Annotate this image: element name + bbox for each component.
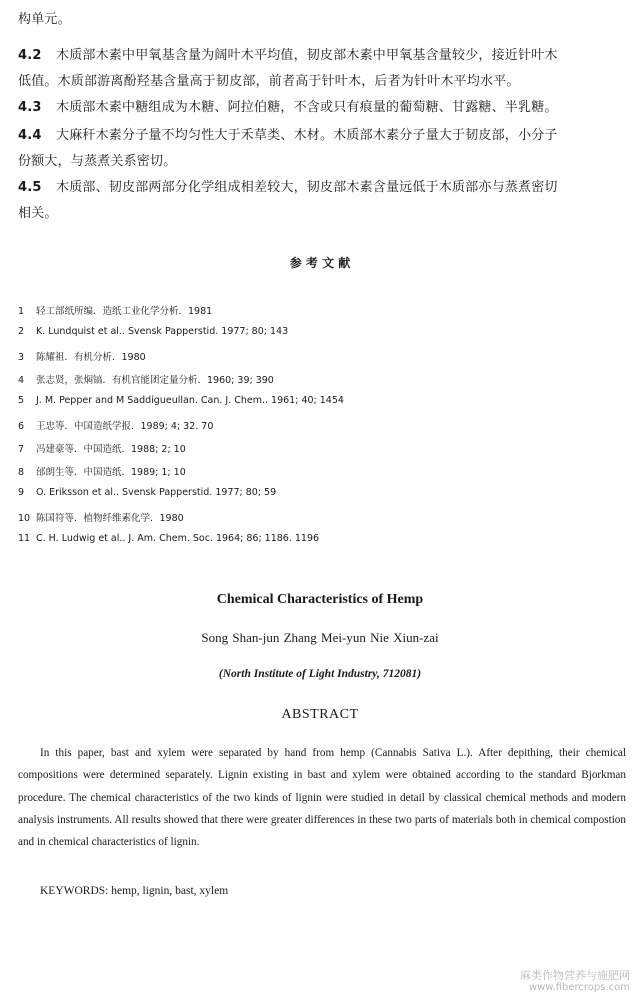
conclusion-4-4-line-1: 4.4 大麻秆木素分子量不均匀性大于禾草类、木材。木质部木素分子量大于韧皮部，小分子 xyxy=(18,128,558,143)
reference-item: 8 邰朗生等．中国造纸．1989; 1; 10 xyxy=(18,467,186,478)
conclusion-4-5-line-2: 相关。 xyxy=(18,206,58,221)
reference-item: 9 O. Eriksson et al.. Svensk Papperstid. 1977; 80; 59 xyxy=(18,487,277,498)
watermark-cn: 麻类作物营养与施肥网 xyxy=(520,969,630,982)
reference-item: 6 王忠等．中国造纸学报．1989; 4; 32. 70 xyxy=(18,421,214,432)
english-authors: Song Shan-jun Zhang Mei-yun Nie Xiun-zai xyxy=(201,630,439,645)
reference-item: 11 C. H. Ludwig et al.. J. Am. Chem. Soc. 1964; 86; 1186. 1196 xyxy=(18,533,320,544)
reference-item: 7 冯建豪等．中国造纸．1988; 2; 10 xyxy=(18,444,186,455)
conclusion-4-2-line-1: 4.2 木质部木素中甲氧基含量为阔叶木平均值，韧皮部木素中甲氧基含量较少，接近针叶木 xyxy=(18,48,558,63)
references-heading: 参 考 文 献 xyxy=(289,256,351,270)
abstract-heading: ABSTRACT xyxy=(281,707,359,722)
conclusion-number: 4.4 xyxy=(18,128,42,143)
reference-item: 10 陈国符等．植物纤维素化学．1980 xyxy=(18,513,184,524)
watermark-url: www.fibercrops.com xyxy=(528,982,630,993)
reference-item: 4 张志贤，张焖镐．有机官能团定量分析．1960; 39; 390 xyxy=(18,375,274,386)
conclusion-4-5-line-1: 4.5 木质部、韧皮部两部分化学组成相差较大，韧皮部木素含量远低于木质部亦与蒸煮密切 xyxy=(18,180,558,195)
conclusion-4-3-line-1: 4.3 木质部木素中糖组成为木糖、阿拉伯糖，不含或只有痕量的葡萄糖、甘露糖、半乳糖。 xyxy=(18,100,558,115)
reference-item: 5 J. M. Pepper and M Saddigueullan. Can. J. Chem.. 1961; 40; 1454 xyxy=(18,395,344,406)
reference-item: 1 轻工部纸所编．造纸工业化学分析．1981 xyxy=(18,306,213,317)
reference-item: 3 陈耀祖．有机分析．1980 xyxy=(18,352,146,363)
abstract-paragraph: In this paper, bast and xylem were separated by hand from hemp (Cannabis Sativa L.). After depithing, their chemical compositions were determined separately. Lignin existing in bast and xylem were obtained according to the standard Bjorkman procedure. The chemical characteristics of the two kinds of lignin were studied in detail by classical chemical methods and modern analysis instruments. All results showed that there were greater differences in these two parts of materials both in chemical compostion and in chemical characteristics of lignin. xyxy=(18,747,626,849)
conclusion-4-2-line-2: 低值。木质部游离酚羟基含量高于韧皮部，前者高于针叶木，后者为针叶木平均水平。 xyxy=(18,74,520,89)
abstract-body xyxy=(18,742,626,853)
conclusion-number: 4.5 xyxy=(18,180,42,195)
site-watermark xyxy=(520,970,630,994)
reference-item: 2 K. Lundquist et al.. Svensk Papperstid. 1977; 80; 143 xyxy=(18,326,289,337)
keywords: KEYWORDS: hemp, lignin, bast, xylem xyxy=(40,885,229,897)
english-affiliation: (North Institute of Light Industry, 712081) xyxy=(218,668,422,680)
conclusion-4-4-line-2: 份额大，与蒸煮关系密切。 xyxy=(18,154,177,169)
english-title: Chemical Characteristics of Hemp xyxy=(216,592,424,607)
conclusion-number: 4.2 xyxy=(18,48,42,63)
conclusion-number: 4.3 xyxy=(18,100,42,115)
conclusion-lead-in: 构单元。 xyxy=(18,12,71,27)
